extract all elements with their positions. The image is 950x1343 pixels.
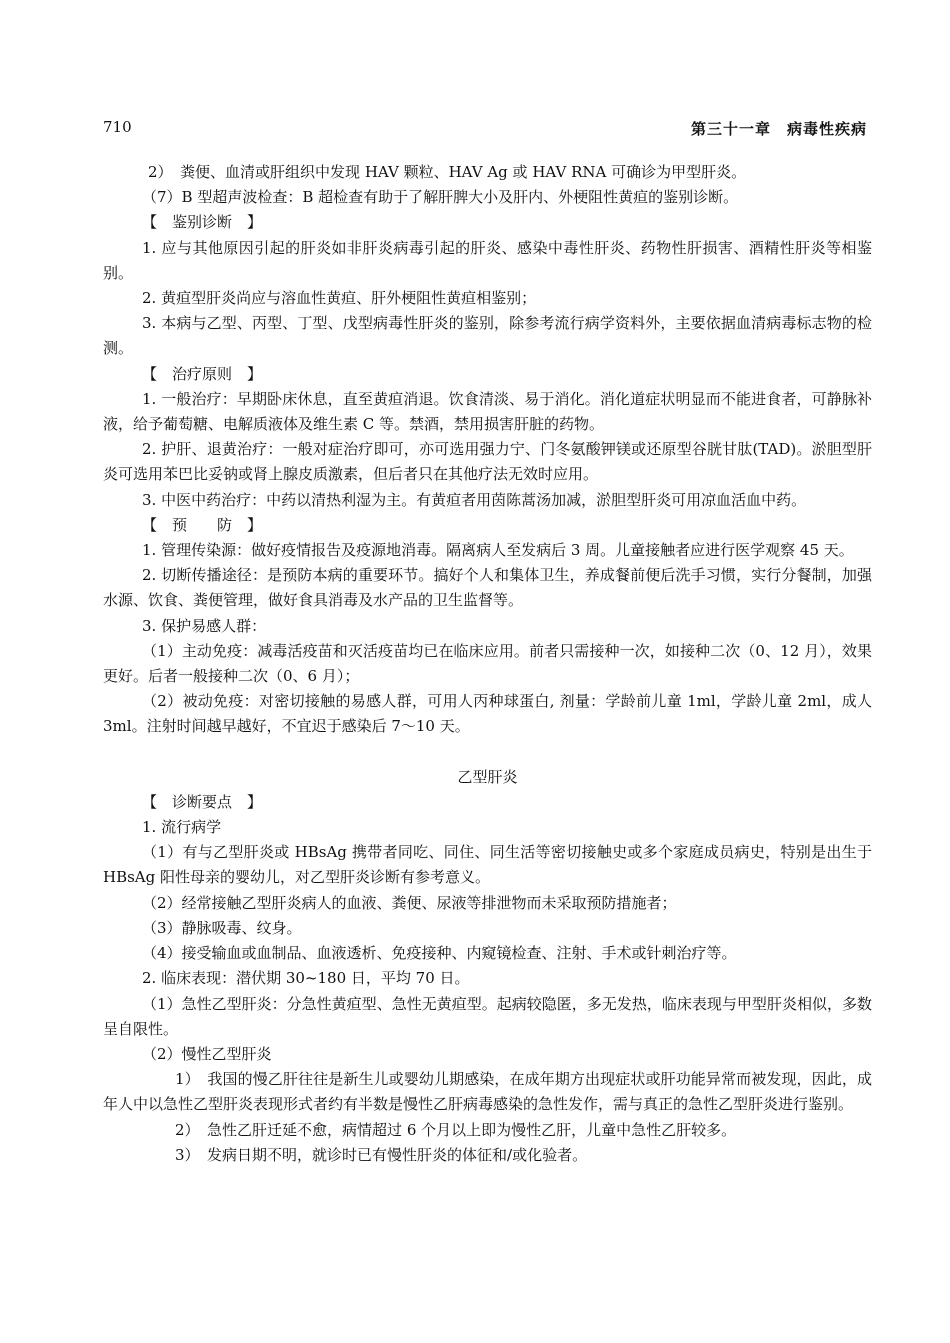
chapter-title: 第三十一章 病毒性疾病	[690, 120, 867, 138]
page-number: 710	[103, 118, 132, 136]
paragraph: 2. 护肝、退黄治疗：一般对症治疗即可，亦可选用强力宁、门冬氨酸钾镁或还原型谷胱甘肽(TAD)。淤胆型肝炎可选用苯巴比妥钠或肾上腺皮质激素，但后者只在其他疗法无效时应用。	[103, 440, 872, 484]
section-title: 乙型肝炎	[457, 767, 518, 786]
paragraph: 2. 临床表现：潜伏期 30~180 日，平均 70 日。	[142, 969, 470, 988]
paragraph: 3） 发病日期不明，就诊时已有慢性肝炎的体征和/或化验者。	[175, 1145, 588, 1164]
paragraph: 2. 切断传播途径：是预防本病的重要环节。搞好个人和集体卫生，养成餐前便后洗手习惯，实行分餐制，加强水源、饮食、粪便管理，做好食具消毒及水产品的卫生监督等。	[103, 566, 872, 610]
paragraph: （2）被动免疫：对密切接触的易感人群，可用人丙种球蛋白, 剂量：学龄前儿童 1ml，学龄儿童 2ml，成人 3ml。注射时间越早越好，不宜迟于感染后 7～10 天。	[103, 692, 872, 736]
paragraph: 3. 中医中药治疗：中药以清热利湿为主。有黄疸者用茵陈蒿汤加减，淤胆型肝炎可用凉血活血中药。	[142, 490, 807, 509]
paragraph: （3）静脉吸毒、纹身。	[142, 918, 302, 937]
paragraph: （2）慢性乙型肝炎	[142, 1044, 272, 1063]
paragraph: （7）B 型超声波检查：B 超检查有助于了解肝脾大小及肝内、外梗阻性黄疸的鉴别诊断。	[142, 188, 739, 207]
paragraph: 【 鉴别诊断 】	[142, 213, 263, 232]
paragraph: 【 预 防 】	[142, 515, 263, 534]
paragraph: （1）主动免疫：减毒活疫苗和灭活疫苗均已在临床应用。前者只需接种一次，如接种二次（0、12 月），效果更好。后者一般接种二次（0、6 月）；	[103, 641, 872, 686]
paragraph: 1） 我国的慢乙肝往往是新生儿或婴幼儿期感染，在成年期方出现症状或肝功能异常而被发现，因此，成年人中以急性乙型肝炎表现形式者约有半数是慢性乙肝病毒感染的急性发作，需与真正的急性乙型肝炎进行鉴别。	[103, 1070, 872, 1114]
paragraph: 【 诊断要点 】	[142, 792, 263, 811]
paragraph: 3. 保护易感人群：	[142, 616, 267, 635]
paragraph: 1. 流行病学	[142, 818, 222, 837]
paragraph: 【 治疗原则 】	[142, 364, 263, 383]
paragraph: 2. 黄疸型肝炎尚应与溶血性黄疸、肝外梗阻性黄疸相鉴别；	[142, 289, 537, 308]
paragraph: 1. 应与其他原因引起的肝炎如非肝炎病毒引起的肝炎、感染中毒性肝炎、药物性肝损害、酒精性肝炎等相鉴别。	[103, 238, 872, 282]
paragraph: 2） 急性乙肝迁延不愈，病情超过 6 个月以上即为慢性乙肝，儿童中急性乙肝较多。	[175, 1120, 737, 1139]
paragraph: （2）经常接触乙型肝炎病人的血液、粪便、尿液等排泄物而未采取预防措施者；	[142, 893, 677, 912]
paragraph: （4）接受输血或血制品、血液透析、免疫接种、内窥镜检查、注射、手术或针刺治疗等。	[142, 944, 737, 963]
paragraph: 2） 粪便、血清或肝组织中发现 HAV 颗粒、HAV Ag 或 HAV RNA 可确诊为甲型肝炎。	[148, 163, 747, 181]
paragraph: 1. 管理传染源：做好疫情报告及疫源地消毒。隔离病人至发病后 3 周。儿童接触者应进行医学观察 45 天。	[142, 541, 854, 560]
paragraph: （1）急性乙型肝炎：分急性黄疸型、急性无黄疸型。起病较隐匿，多无发热，临床表现与甲型肝炎相似，多数呈自限性。	[103, 994, 872, 1038]
page-header	[103, 118, 867, 140]
page-body	[103, 160, 872, 1168]
paragraph: 3. 本病与乙型、丙型、丁型、戊型病毒性肝炎的鉴别，除参考流行病学资料外，主要依据血清病毒标志物的检测。	[103, 314, 872, 358]
paragraph: （1）有与乙型肝炎或 HBsAg 携带者同吃、同住、同生活等密切接触史或多个家庭成员病史，特别是出生于 HBsAg 阳性母亲的婴幼儿，对乙型肝炎诊断有参考意义。	[103, 843, 872, 887]
paragraph: 1. 一般治疗：早期卧床休息，直至黄疸消退。饮食清淡、易于消化。消化道症状明显而不能进食者，可静脉补液，给予葡萄糖、电解质液体及维生素 C 等。禁酒，禁用损害肝脏的药物。	[103, 389, 872, 434]
